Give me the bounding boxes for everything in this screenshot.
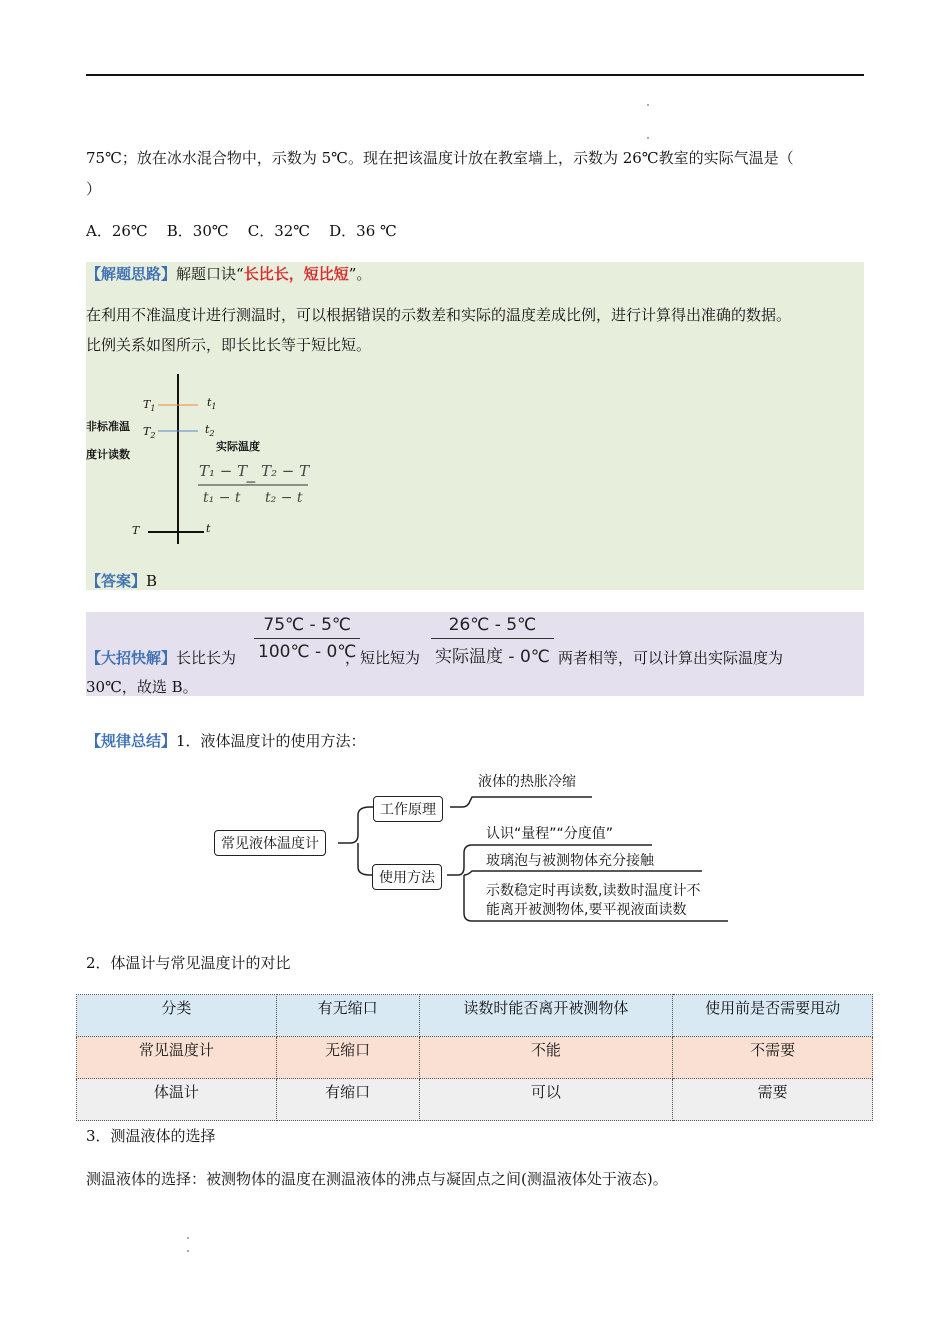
mindmap-leaf-reading-1: 示数稳定时再读数,读数时温度计不: [486, 883, 701, 899]
fraction-short-numerator: 26℃ - 5℃: [448, 615, 537, 635]
table-cell: 无缩口: [276, 1037, 419, 1079]
analysis-mnemonic: 长比长，短比短: [243, 265, 349, 283]
summary-tag: 【规律总结】: [86, 732, 177, 750]
table-cell: 体温计: [77, 1079, 277, 1121]
table-cell: 可以: [419, 1079, 673, 1121]
quick-solution-line-1: [86, 647, 236, 669]
label-bottom-T: T: [132, 524, 140, 537]
mindmap-branch-principle: 工作原理: [373, 796, 443, 822]
mindmap-branch-method: 使用方法: [372, 864, 442, 890]
section-3-heading: 3．测温液体的选择: [86, 1127, 216, 1145]
table-cell: 不能: [419, 1037, 673, 1079]
analysis-paragraph-2: 比例关系如图所示，即长比长等于短比短。: [86, 336, 372, 354]
formula-numerator-left: T₁ − T: [199, 462, 248, 480]
table-header-cell: 有无缩口: [276, 995, 419, 1037]
question-line-1: 75℃；放在冰水混合物中，示数为 5℃。现在把该温度计放在教室墙上，示数为 26℃教室的实际气温是（: [86, 149, 794, 167]
summary-item-1: 1．液体温度计的使用方法：: [176, 732, 366, 750]
mindmap-leaf-contact: 玻璃泡与被测物体充分接触: [486, 853, 654, 869]
answer-line: [86, 570, 157, 592]
question-line-2: ）: [86, 180, 102, 198]
mindmap-leaf-reading-2: 能离开被测物体,要平视液面读数: [486, 902, 687, 918]
formula-denominator-right: t₂ − t: [265, 490, 303, 506]
scan-dot: [647, 137, 649, 139]
table-header-cell: 读数时能否离开被测物体: [419, 995, 673, 1037]
header-rule: [86, 74, 864, 76]
table-header-cell: 使用前是否需要甩动: [673, 995, 873, 1037]
summary-heading: [86, 730, 366, 752]
scan-dot: [647, 104, 649, 106]
section-3-text: 测温液体的选择：被测物体的温度在测温液体的沸点与凝固点之间(测温液体处于液态)。: [86, 1170, 668, 1188]
quick-solution-line-2: 30℃，故选 B。: [86, 678, 198, 696]
formula-numerator-right: T₂ − T: [261, 462, 310, 480]
analysis-suffix: ”。: [348, 265, 372, 283]
table-header-cell: 分类: [77, 995, 277, 1037]
label-T1: $T_1$: [143, 398, 156, 414]
question-options: A．26℃ B．30℃ C．32℃ D．36 ℃: [86, 222, 397, 240]
answer-value: B: [146, 572, 158, 590]
table-cell: 有缩口: [276, 1079, 419, 1121]
label-bottom-t: t: [206, 522, 211, 535]
table-cell: 需要: [673, 1079, 873, 1121]
label-t1: $t_1$: [207, 396, 217, 412]
diagram-left-label-2: 度计读数: [86, 448, 130, 461]
fraction-long-numerator: 75℃ - 5℃: [263, 615, 351, 635]
scan-dot: [187, 1237, 189, 1239]
actual-temperature-label: 实际温度: [216, 440, 260, 453]
fraction-long-denominator: 100℃ - 0℃: [258, 642, 357, 662]
table-cell: 不需要: [673, 1037, 873, 1079]
table-row: [77, 1037, 873, 1079]
quick-text-1: 长比长为: [176, 649, 237, 667]
quick-text-2: ，短比短为: [345, 649, 421, 667]
comparison-table: [76, 994, 873, 1121]
analysis-heading: [86, 263, 371, 285]
analysis-paragraph-1: 在利用不准温度计进行测温时，可以根据错误的示数差和实际的温度差成比例，进行计算得出准确的数据。: [86, 306, 792, 324]
fraction-short: [431, 615, 554, 667]
quick-text-3: 两者相等，可以计算出实际温度为: [558, 649, 784, 667]
answer-tag: 【答案】: [86, 572, 147, 590]
fraction-short-denominator: 实际温度 - 0℃: [435, 647, 550, 667]
table-cell: 常见温度计: [77, 1037, 277, 1079]
analysis-tag: 【解题思路】: [86, 265, 177, 283]
mindmap-leaf-principle: 液体的热胀冷缩: [478, 774, 576, 790]
formula-equals: =: [245, 476, 257, 492]
label-t2: $t_2$: [205, 423, 215, 439]
mindmap-root: 常见液体温度计: [214, 830, 326, 856]
analysis-prefix: 解题口诀“: [176, 265, 244, 283]
table-header-row: [77, 995, 873, 1037]
mindmap-leaf-range: 认识“量程”“分度值”: [486, 826, 614, 842]
section-2-heading: 2．体温计与常见温度计的对比: [86, 954, 291, 972]
label-T2: $T_2$: [143, 425, 156, 441]
table-row: [77, 1079, 873, 1121]
formula-denominator-left: t₁ − t: [203, 490, 241, 506]
diagram-left-label-1: 非标准温: [86, 420, 130, 433]
scan-dot: [187, 1250, 189, 1252]
quick-tag: 【大招快解】: [86, 649, 177, 667]
